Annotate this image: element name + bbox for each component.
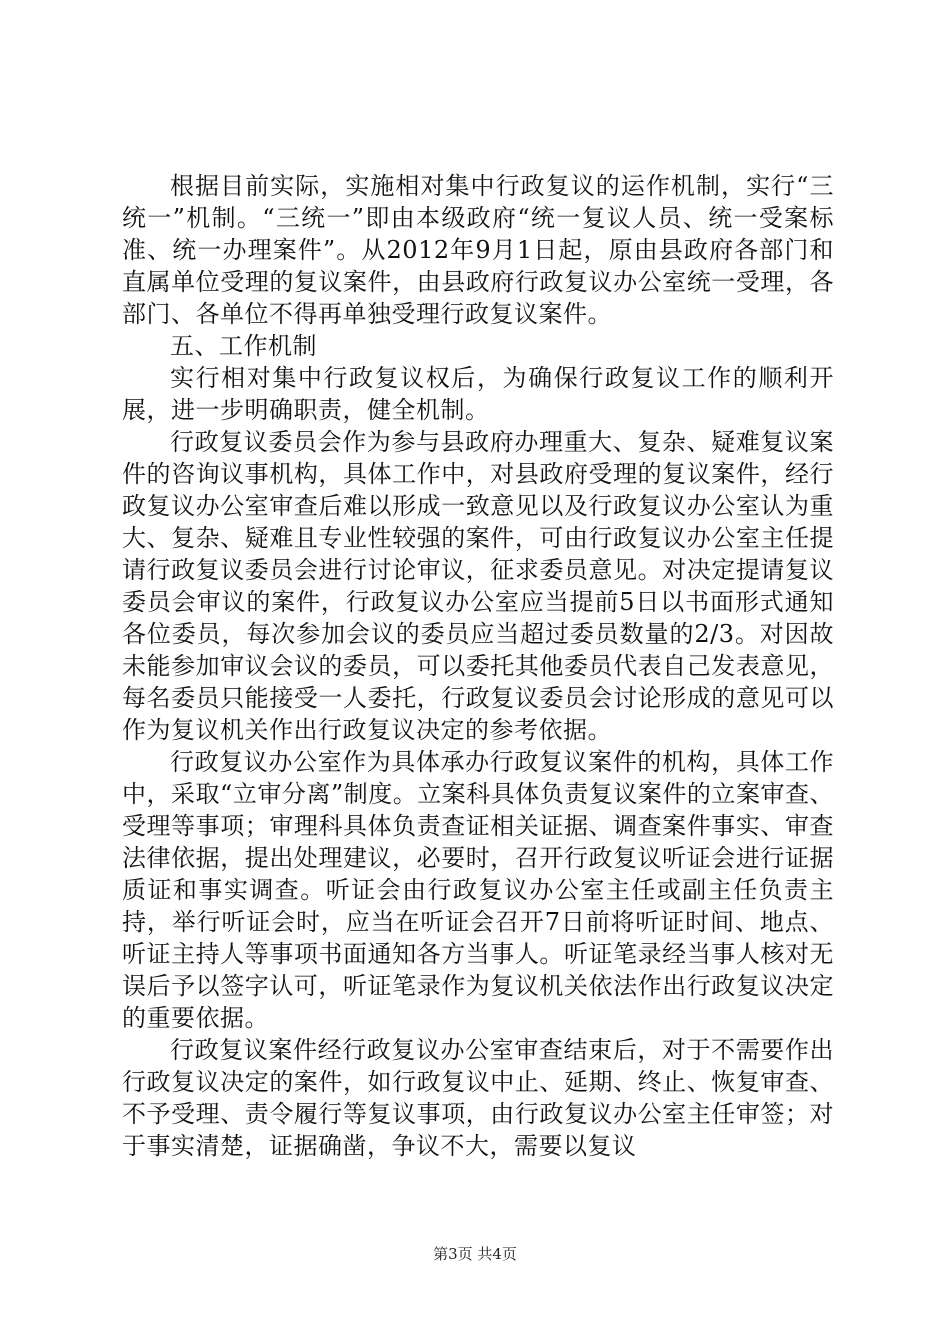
page-number-footer: 第3页 共4页 (433, 1245, 517, 1263)
paragraph-intro: 实行相对集中行政复议权后，为确保行政复议工作的顺利开展，进一步明确职责，健全机制。 (122, 364, 834, 424)
paragraph-office: 行政复议办公室作为具体承办行政复议案件的机构，具体工作中，采取“立审分离”制度。立案科具体负责复议案件的立案审查、受理等事项；审理科具体负责查证相关证据、调查案件事实、审查法律依据，提出处理建议，必要时，召开行政复议听证会进行证据质证和事实调查。听证会由行政复议办公室主任或副主任负责主持，举行听证会时，应当在听证会召开7日前将听证时间、地点、听证主持人等事项书面通知各方当事人。听证笔录经当事人核对无误后予以签字认可，听证笔录作为复议机关依法作出行政复议决定的重要依据。 (122, 748, 834, 1032)
paragraph-unified-mechanism: 根据目前实际，实施相对集中行政复议的运作机制，实行“三统一”机制。“三统一”即由本级政府“统一复议人员、统一受案标准、统一办理案件”。从2012年9月1日起，原由县政府各部门和直属单位受理的复议案件，由县政府行政复议办公室统一受理，各部门、各单位不得再单独受理行政复议案件。 (122, 172, 834, 328)
paragraph-review-process: 行政复议案件经行政复议办公室审查结束后，对于不需要作出行政复议决定的案件，如行政复议中止、延期、终止、恢复审查、不予受理、责令履行等复议事项，由行政复议办公室主任审签；对于事实清楚，证据确凿，争议不大，需要以复议 (122, 1036, 834, 1160)
section-heading-work-mechanism: 五、工作机制 (170, 332, 317, 360)
paragraph-committee: 行政复议委员会作为参与县政府办理重大、复杂、疑难复议案件的咨询议事机构，具体工作中，对县政府受理的复议案件，经行政复议办公室审查后难以形成一致意见以及行政复议办公室认为重大、复杂、疑难且专业性较强的案件，可由行政复议办公室主任提请行政复议委员会进行讨论审议，征求委员意见。对决定提请复议委员会审议的案件，行政复议办公室应当提前5日以书面形式通知各位委员，每次参加会议的委员应当超过委员数量的2/3。对因故未能参加审议会议的委员，可以委托其他委员代表自己发表意见，每名委员只能接受一人委托，行政复议委员会讨论形成的意见可以作为复议机关作出行政复议决定的参考依据。 (122, 428, 834, 744)
document-body (122, 170, 834, 1162)
